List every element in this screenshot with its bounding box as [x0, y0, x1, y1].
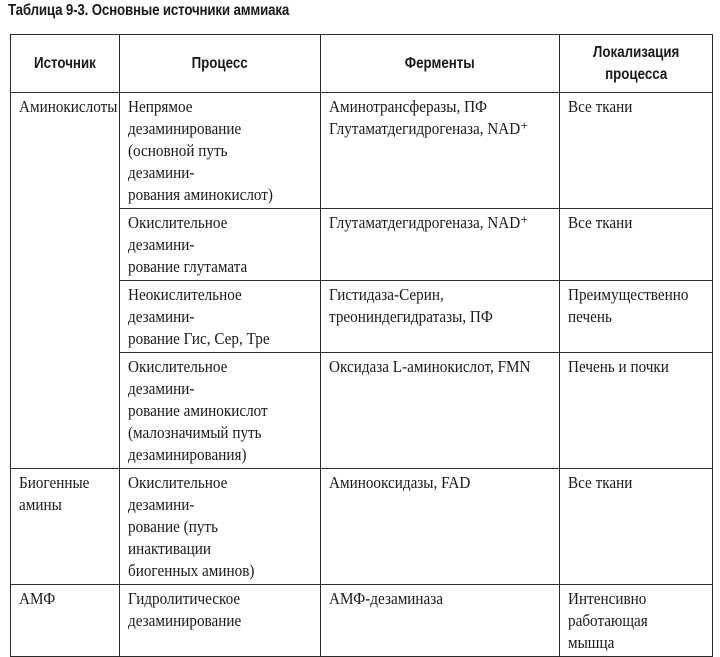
cell-process: Окислительное дезамини- рование глутамата — [120, 209, 321, 281]
header-row — [11, 35, 713, 93]
cell-source: Биогенные амины — [11, 469, 120, 585]
cell-source: АМФ — [11, 585, 120, 657]
cell-location: Все ткани — [560, 93, 713, 209]
table-row — [11, 585, 713, 657]
table-row — [11, 281, 713, 353]
cell-enzymes: Гистидаза-Серин, треониндегидратазы, ПФ — [321, 281, 560, 353]
ammonia-sources-table — [10, 34, 713, 657]
cell-process: Неокислительное дезамини- рование Гис, Сер, Тре — [120, 281, 321, 353]
cell-source — [11, 209, 120, 281]
cell-enzymes: Аминооксидазы, FAD — [321, 469, 560, 585]
cell-location: Все ткани — [560, 209, 713, 281]
header-source: Источник — [11, 35, 120, 93]
cell-location: Печень и почки — [560, 353, 713, 469]
header-location: Локализация процесса — [560, 35, 713, 93]
table-row — [11, 93, 713, 209]
cell-process: Гидролитическое дезаминирование — [120, 585, 321, 657]
header-enzymes: Ферменты — [321, 35, 560, 93]
cell-process: Окислительное дезамини- рование (путь инактивации биогенных аминов) — [120, 469, 321, 585]
cell-location: Интенсивно работающая мышца — [560, 585, 713, 657]
table-row — [11, 469, 713, 585]
cell-source — [11, 353, 120, 469]
table-row — [11, 353, 713, 469]
cell-enzymes: АМФ-дезаминаза — [321, 585, 560, 657]
cell-enzymes: Аминотрансферазы, ПФ Глутаматдегидрогеназа, NAD⁺ — [321, 93, 560, 209]
table-caption: Таблица 9-3. Основные источники аммиака — [8, 2, 290, 19]
header-process: Процесс — [120, 35, 321, 93]
table-row — [11, 209, 713, 281]
cell-process: Окислительное дезамини- рование аминокислот (малозначимый путь дезаминирования) — [120, 353, 321, 469]
cell-source — [11, 281, 120, 353]
cell-process: Непрямое дезаминирование (основной путь дезамини- рования аминокислот) — [120, 93, 321, 209]
cell-location: Преимущественно печень — [560, 281, 713, 353]
cell-enzymes: Глутаматдегидрогеназа, NAD⁺ — [321, 209, 560, 281]
cell-source: Аминокислоты — [11, 93, 120, 209]
cell-enzymes: Оксидаза L-аминокислот, FMN — [321, 353, 560, 469]
cell-location: Все ткани — [560, 469, 713, 585]
